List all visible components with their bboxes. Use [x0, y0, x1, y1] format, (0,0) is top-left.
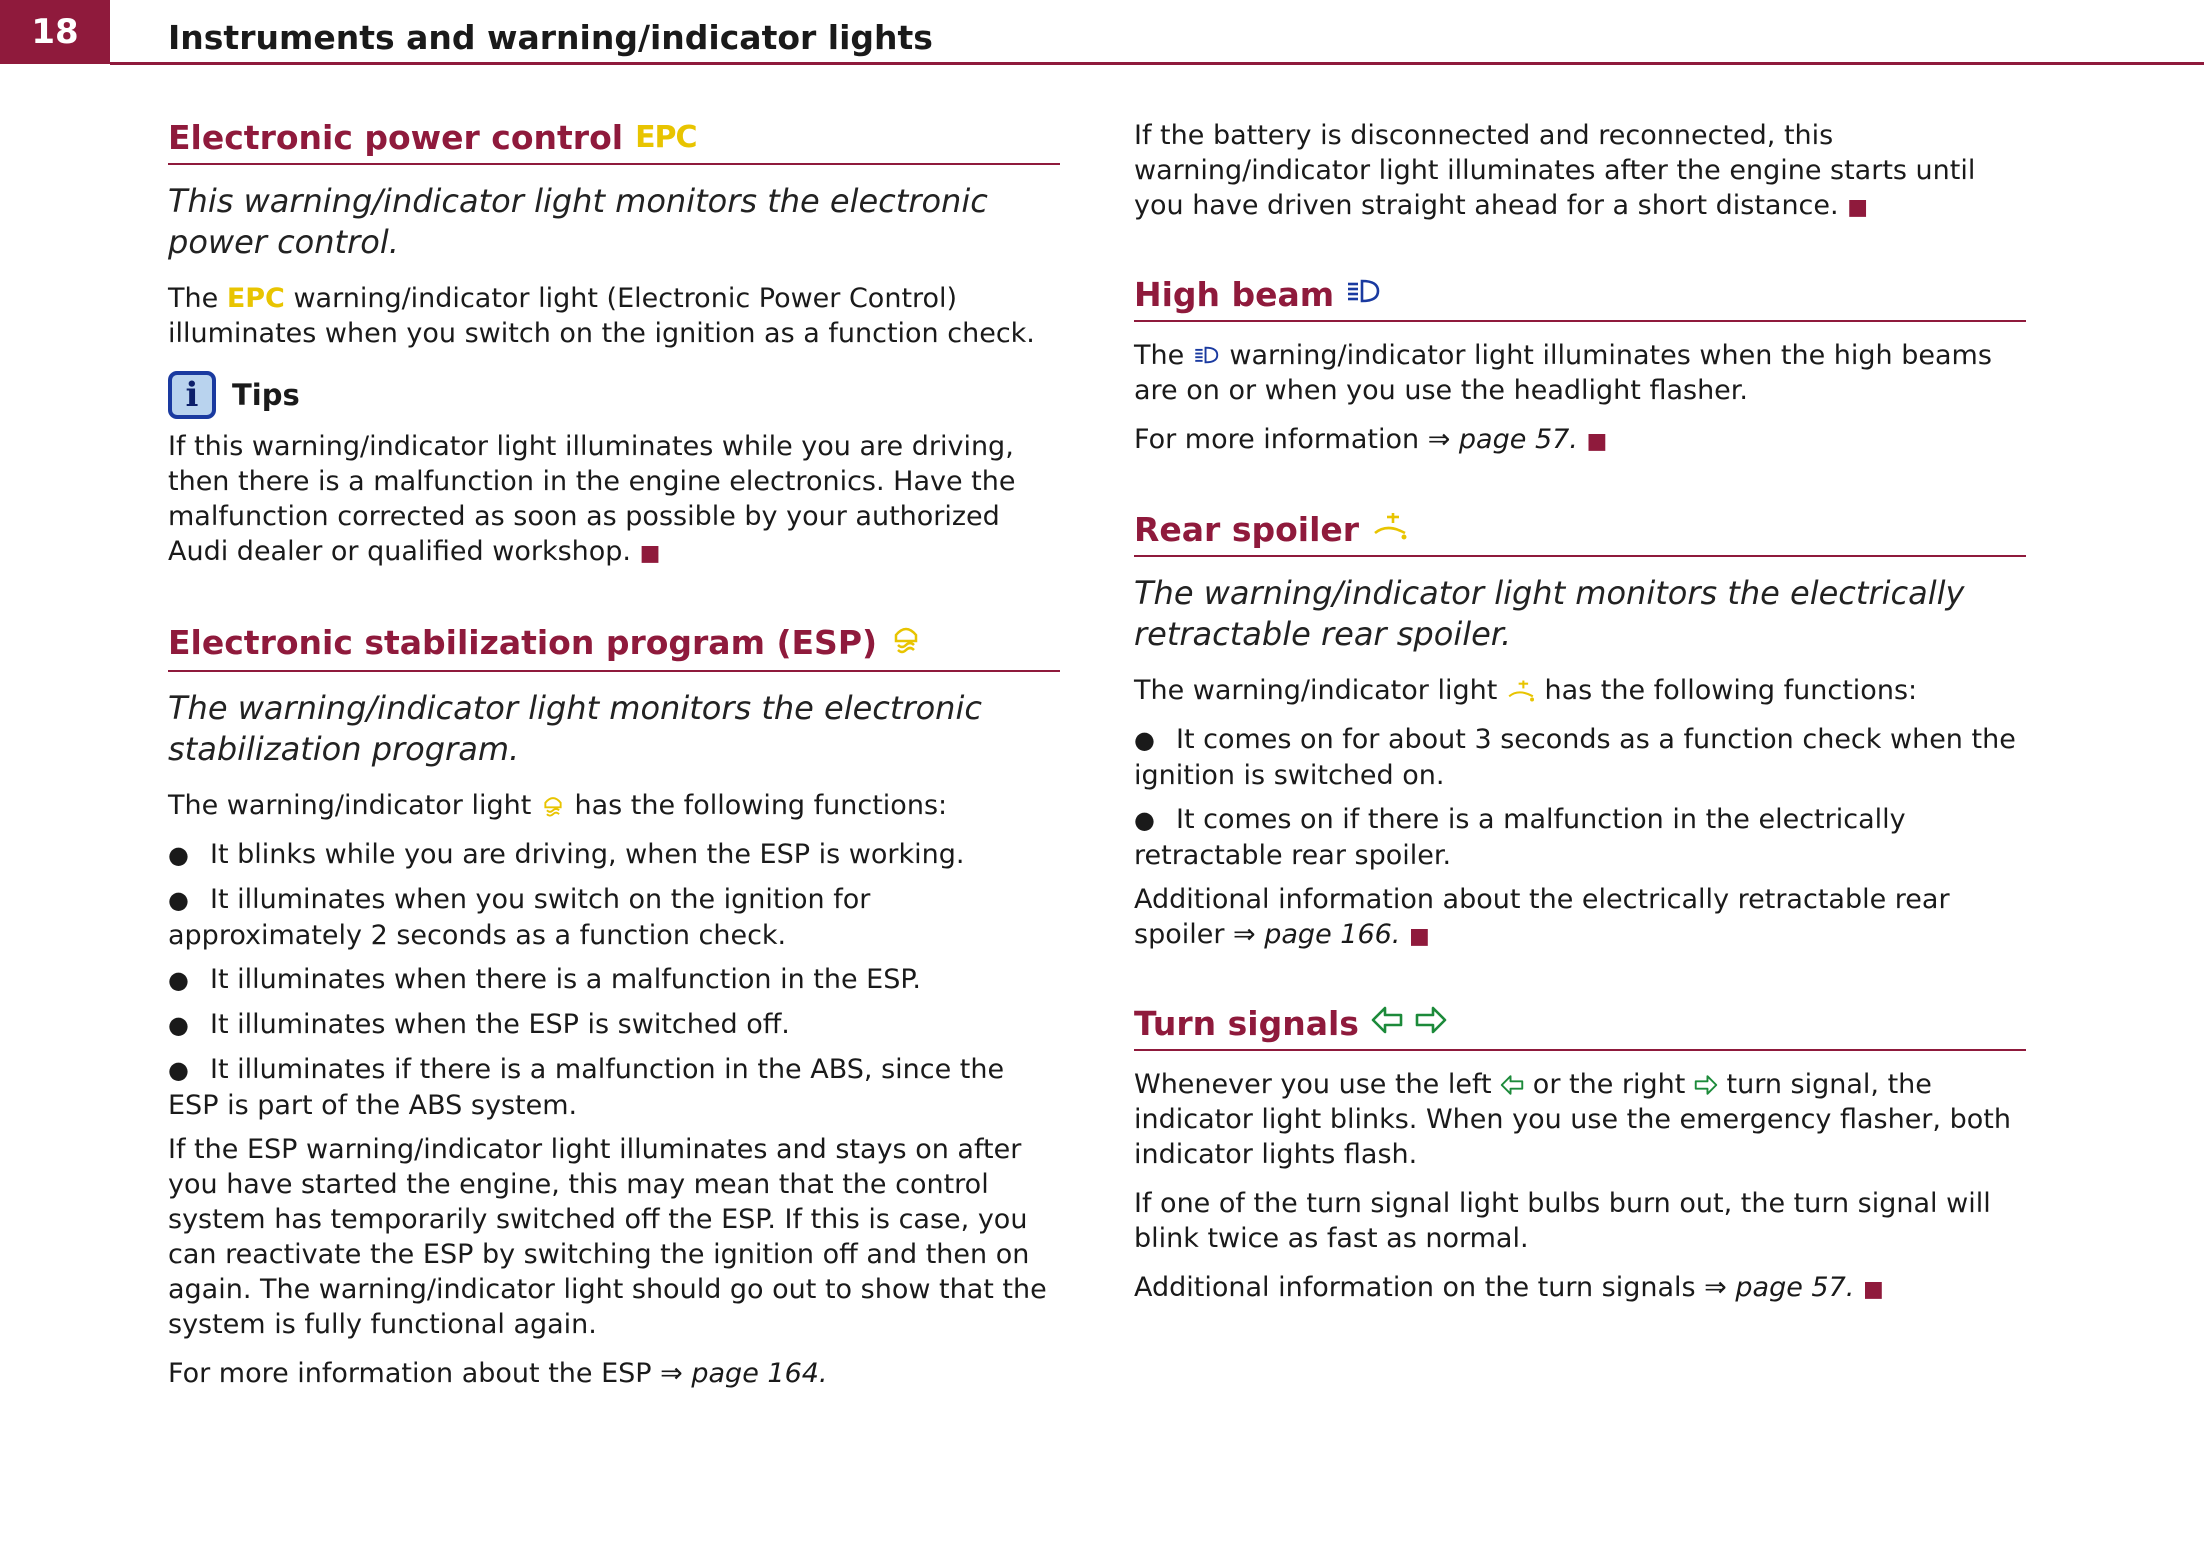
- list-item: ● It comes on for about 3 seconds as a function check when the ignition is switched on.: [1134, 724, 2016, 791]
- list-item: ● It illuminates when the ESP is switched off.: [168, 1007, 1060, 1043]
- turn-right-arrow-icon: [1415, 1004, 1447, 1043]
- turn-left-arrow-icon: [1371, 1004, 1403, 1043]
- tips-label: Tips: [232, 378, 300, 412]
- epc-title-text: Electronic power control: [168, 118, 624, 157]
- turn-left-arrow-icon: [1500, 1069, 1524, 1100]
- high-beam-icon: [1346, 275, 1382, 314]
- rear-spoiler-intro: The warning/indicator light has the following functions:: [1134, 675, 1918, 706]
- tips-text: If this warning/indicator light illuminates while you are driving, then there is a malfunction in the engine electronics. Have the malfunction corrected as soon as possible by your authorized Audi dealer or qualified workshop. ■: [168, 431, 1016, 567]
- bullet-icon: ●: [1134, 806, 1155, 834]
- epc-section-title: [168, 118, 1060, 165]
- rear-spoiler-title-text: Rear spoiler: [1134, 509, 1360, 549]
- header-rule: [110, 62, 2204, 65]
- rear-spoiler-icon: [1371, 509, 1409, 549]
- end-mark-icon: ■: [1586, 429, 1608, 454]
- turn-signals-title-text: Turn signals: [1134, 1004, 1359, 1043]
- turn-signals-bulb-paragraph: If one of the turn signal light bulbs burn out, the turn signal will blink twice as fast as normal.: [1134, 1188, 1991, 1254]
- rear-spoiler-more-info: Additional information about the electrically retractable rear spoiler ⇒ page 166. ■: [1134, 884, 1950, 950]
- turn-right-arrow-icon: [1694, 1069, 1718, 1100]
- page-reference-link[interactable]: page 164.: [691, 1358, 828, 1389]
- esp-skid-icon: [889, 621, 923, 664]
- left-column: [168, 118, 1060, 1405]
- epc-paragraph: The EPC warning/indicator light (Electronic Power Control) illuminates when you switch on the ignition as a function check.: [168, 283, 1035, 349]
- esp-paragraph: If the ESP warning/indicator light illuminates and stays on after you have started the engine, this may mean that the control system has temporarily switched off the ESP. If this is case, you can reactivate the ESP by switching the ignition off and then on again. The warning/indicator light should go out to show that the system is fully functional again.: [168, 1134, 1047, 1340]
- high-beam-title-text: High beam: [1134, 275, 1335, 314]
- page-number: 18: [0, 0, 110, 64]
- list-item: ● It illuminates when you switch on the ignition for approximately 2 seconds as a function check.: [168, 884, 871, 951]
- bullet-icon: ●: [168, 966, 189, 994]
- rear-spoiler-icon: [1506, 675, 1536, 706]
- list-item: ● It comes on if there is a malfunction in the electrically retractable rear spoiler.: [1134, 804, 1906, 871]
- esp-lead: The warning/indicator light monitors the electronic stabilization program.: [168, 689, 982, 768]
- bullet-icon: ●: [168, 1011, 189, 1039]
- list-item: ● It blinks while you are driving, when the ESP is working.: [168, 837, 1060, 873]
- bullet-icon: ●: [168, 886, 189, 914]
- rear-spoiler-section-title: [1134, 509, 2026, 557]
- end-mark-icon: ■: [1862, 1277, 1884, 1302]
- turn-signals-paragraph: Whenever you use the left or the right turn signal, the indicator light blinks. When you use the emergency flasher, both indicator lights flash.: [1134, 1069, 2011, 1170]
- epc-icon: EPC: [635, 120, 697, 155]
- page-reference-link[interactable]: page 57.: [1458, 424, 1578, 455]
- esp-skid-icon: [540, 790, 566, 821]
- high-beam-icon: [1193, 340, 1221, 371]
- epc-icon: EPC: [226, 283, 285, 314]
- bullet-icon: ●: [168, 841, 189, 869]
- esp-section-title: [168, 621, 1060, 672]
- high-beam-section-title: [1134, 275, 2026, 322]
- tips-header: [168, 371, 1060, 419]
- page-header-title: Instruments and warning/indicator lights: [168, 18, 933, 57]
- epc-lead: This warning/indicator light monitors the electronic power control.: [168, 182, 988, 261]
- end-mark-icon: ■: [1408, 924, 1430, 949]
- esp-intro: The warning/indicator light has the following functions:: [168, 790, 948, 821]
- page-reference-link[interactable]: page 57.: [1735, 1272, 1855, 1303]
- turn-signals-section-title: [1134, 1004, 2026, 1051]
- high-beam-paragraph: The warning/indicator light illuminates when the high beams are on or when you use the headlight flasher.: [1134, 340, 1992, 406]
- rear-spoiler-lead: The warning/indicator light monitors the electrically retractable rear spoiler.: [1134, 574, 1965, 653]
- list-item: ● It illuminates if there is a malfunction in the ABS, since the ESP is part of the ABS system.: [168, 1054, 1005, 1121]
- bullet-icon: ●: [1134, 726, 1155, 754]
- list-item: ● It illuminates when there is a malfunction in the ESP.: [168, 962, 1060, 998]
- right-column: [1134, 118, 2026, 1321]
- info-icon: i: [168, 371, 216, 419]
- high-beam-more-info: For more information ⇒ page 57. ■: [1134, 424, 1608, 455]
- end-mark-icon: ■: [1847, 195, 1868, 220]
- page-reference-link[interactable]: page 166.: [1264, 919, 1401, 950]
- bullet-icon: ●: [168, 1056, 189, 1084]
- battery-paragraph: If the battery is disconnected and reconnected, this warning/indicator light illuminates after the engine starts until you have driven straight ahead for a short distance. ■: [1134, 120, 1976, 221]
- turn-signals-more-info: Additional information on the turn signals ⇒ page 57. ■: [1134, 1272, 1884, 1303]
- esp-title-text: Electronic stabilization program (ESP): [168, 623, 878, 662]
- esp-more-info: For more information about the ESP ⇒ page 164.: [168, 1358, 828, 1389]
- end-mark-icon: ■: [639, 541, 661, 566]
